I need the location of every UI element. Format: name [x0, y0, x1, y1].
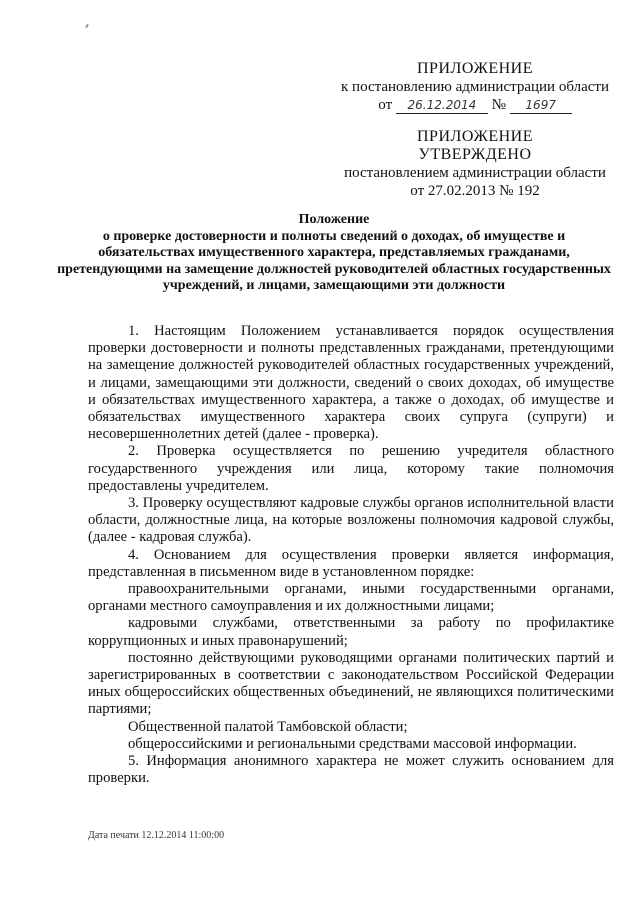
- paragraph-1: 1. Настоящим Положением устанавливается порядок осуществления проверки достоверности и полноты представленных гражданами, претендующими на замещение должностей руководителей областных государственных учреждений, и лицами, замещающими эти должности, сведений о своих доходах, об имуществе и обязательствах имущественного характера, а также о доходах, об имуществе и обязательствах имущественного характера своих супруга (супруги) и несовершеннолетних детей (далее - проверка).: [88, 323, 614, 443]
- approved-label: УТВЕРЖДЕНО: [418, 146, 532, 163]
- appendix-header: [330, 60, 620, 114]
- approved-by: постановлением администрации области: [344, 165, 606, 181]
- title-subject: о проверке достоверности и полноты сведений о доходах, об имуществе и обязательствах имущественного характера, представляемых гражданами, претендующими на замещение должностей руководителей областных государственных учреждений, и лицами, замещающими эти должности: [57, 228, 611, 293]
- paragraph-4-item-b: кадровыми службами, ответственными за работу по профилактике коррупционных и иных правонарушений;: [88, 615, 614, 649]
- paragraph-4-item-c: постоянно действующими руководящими органами политических партий и зарегистрированных в соответствии с законодательством Российской Федерации иных общероссийских общественных объединений, не являющихся политическими партиями;: [88, 649, 614, 718]
- paragraph-4-item-e: общероссийскими и региональными средствами массовой информации.: [128, 735, 577, 752]
- appendix-title: ПРИЛОЖЕНИЕ: [416, 60, 533, 77]
- appendix-subtitle: к постановлению администрации области: [341, 79, 609, 95]
- paragraph-2: 2. Проверка осуществляется по решению учредителя областного государственного учреждения или лица, которому такие полномочия предоставлены учредителем.: [88, 443, 614, 494]
- document-body: [88, 323, 614, 787]
- appendix-date-line: [330, 96, 620, 114]
- appendix2-title: ПРИЛОЖЕНИЕ: [416, 128, 533, 145]
- paragraph-5: 5. Информация анонимного характера не может служить основанием для проверки.: [88, 753, 614, 787]
- title-heading: Положение: [298, 212, 370, 227]
- approval-header: [330, 128, 620, 200]
- paragraph-3: 3. Проверку осуществляют кадровые службы органов исполнительной власти области, должностные лица, на которые возложены полномочия кадровой службы, (далее - кадровая служба).: [88, 495, 614, 546]
- paragraph-4-item-a: правоохранительными органами, иными государственными органами, органами местного самоуправления и их должностными лицами;: [88, 581, 614, 615]
- paragraph-4-item-d: Общественной палатой Тамбовской области;: [128, 718, 408, 735]
- date-prefix: от: [378, 97, 393, 113]
- document-title: [56, 212, 612, 295]
- print-date: Дата печати 12.12.2014 11:00:00: [88, 830, 225, 841]
- date-value: 26.12.2014: [396, 98, 488, 114]
- number-prefix: №: [491, 97, 506, 113]
- approved-date: от 27.02.2013 № 192: [410, 183, 540, 199]
- number-value: 1697: [510, 98, 572, 114]
- paragraph-4: 4. Основанием для осуществления проверки является информация, представленная в письменном виде в установленном порядке:: [88, 546, 614, 580]
- scan-speck: [85, 24, 89, 28]
